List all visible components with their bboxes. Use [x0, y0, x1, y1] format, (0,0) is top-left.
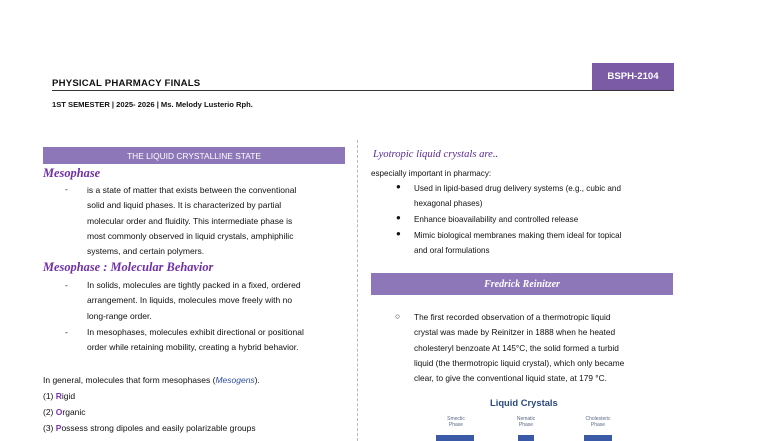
criterion-number: (3) — [43, 423, 54, 433]
bullet-dot-icon: ● — [396, 229, 401, 238]
cholesteric-phase-label — [576, 416, 620, 428]
text-line: Used in lipid-based drug delivery systems (e.g., cubic and — [414, 184, 621, 193]
text-line: hexagonal phases) — [414, 199, 483, 209]
mesogens-intro — [43, 373, 260, 388]
criterion-initial: R — [55, 391, 62, 401]
text-line: In solids, molecules are tightly packed in a fixed, ordered — [87, 280, 301, 290]
text-line: clear, to give the conventional liquid state, at 179 °C. — [414, 373, 607, 384]
column-divider — [357, 140, 358, 441]
circle-bullet-icon: ○ — [395, 311, 401, 321]
text-line: systems, and certain polymers. — [87, 246, 205, 257]
cholesteric-diagram-icon — [584, 435, 612, 441]
text-line: The first recorded observation of a thermotropic liquid — [414, 312, 611, 322]
mesogen-criterion-dipoles — [43, 421, 256, 436]
label-line: Phase — [518, 422, 534, 428]
behavior-dash-2: - — [65, 327, 68, 337]
text-line: order while retaining mobility, creating a hybrid behavior. — [87, 342, 299, 353]
bullet-dot-icon: ● — [396, 213, 401, 222]
text-line: In mesophases, molecules exhibit directional or positional — [87, 327, 304, 337]
pharmacy-bullet-membranes — [414, 228, 682, 259]
liquid-crystals-figure-title: Liquid Crystals — [490, 397, 558, 408]
molecular-behavior-heading: Mesophase : Molecular Behavior — [43, 260, 214, 274]
text-line: solid and liquid phases. It is characterized by partial — [87, 200, 282, 211]
behavior-item-solids — [87, 278, 346, 324]
mesogen-criterion-rigid — [43, 389, 75, 404]
label-line: Smectic — [447, 416, 465, 422]
smectic-phase-label — [436, 416, 476, 428]
label-line: Cholesteric — [585, 416, 611, 422]
pharmacy-intro: especially important in pharmacy: — [371, 169, 492, 178]
text-line: long-range order. — [87, 310, 152, 321]
behavior-item-mesophases — [87, 325, 346, 356]
mesophase-heading: Mesophase — [43, 166, 101, 180]
criterion-text: igid — [61, 391, 76, 401]
pharmacy-bullet-delivery — [414, 181, 682, 212]
label-line: Phase — [448, 422, 464, 428]
text-line: Enhance bioavailability and controlled release — [414, 215, 579, 224]
reinitzer-paragraph — [414, 310, 673, 386]
criterion-initial: P — [55, 423, 62, 433]
header-divider — [52, 90, 674, 91]
text-line: and oral formulations — [414, 246, 490, 256]
criterion-number: (2) — [43, 407, 54, 417]
text-line: cholesteryl benzoate At 145°C, the solid formed a turbid — [414, 342, 619, 353]
text-line: molecular order and fluidity. This intermediate phase is — [87, 215, 293, 226]
criterion-text: rganic — [62, 407, 86, 417]
pharmacy-bullet-bioavailability — [414, 212, 682, 227]
mesogen-criterion-organic — [43, 405, 86, 420]
mesogens-term: Mesogens — [215, 375, 255, 385]
behavior-dash-1: - — [65, 280, 68, 290]
document-title: PHYSICAL PHARMACY FINALS — [52, 78, 201, 89]
text-line: most commonly observed in liquid crystals, amphiphilic — [87, 230, 294, 241]
label-line: Nematic — [516, 416, 536, 422]
criterion-text: ossess strong dipoles and easily polarizable groups — [61, 423, 256, 433]
lyotropic-heading: Lyotropic liquid crystals are.. — [373, 149, 499, 160]
bullet-dot-icon: ● — [396, 182, 401, 191]
text-line: is a state of matter that exists between the conventional — [87, 185, 297, 195]
text-line: liquid (the thermotropic liquid crystal), which only became — [414, 357, 625, 368]
mesophase-dash: - — [65, 184, 68, 194]
smectic-diagram-icon — [436, 435, 474, 441]
mesogens-intro-end: ). — [254, 375, 260, 385]
section-title-reinitzer: Fredrick Reinitzer — [371, 273, 673, 295]
criterion-initial: O — [55, 407, 63, 417]
mesogens-intro-text: In general, molecules that form mesophases ( — [43, 375, 216, 385]
semester-info: 1ST SEMESTER | 2025- 2026 | Ms. Melody Lusterio Rph. — [52, 100, 253, 109]
text-line: crystal was made by Reinitzer in 1888 when he heated — [414, 327, 616, 338]
text-line: arrangement. In liquids, molecules move freely with no — [87, 295, 293, 306]
criterion-number: (1) — [43, 391, 54, 401]
nematic-diagram-icon — [518, 435, 534, 441]
label-line: Phase — [590, 422, 606, 428]
nematic-phase-label — [506, 416, 546, 428]
mesophase-definition — [87, 183, 346, 259]
text-line: Mimic biological membranes making them ideal for topical — [414, 231, 622, 240]
course-code-badge: BSPH-2104 — [592, 63, 674, 90]
section-title-liquid-crystalline: THE LIQUID CRYSTALLINE STATE — [43, 147, 345, 164]
